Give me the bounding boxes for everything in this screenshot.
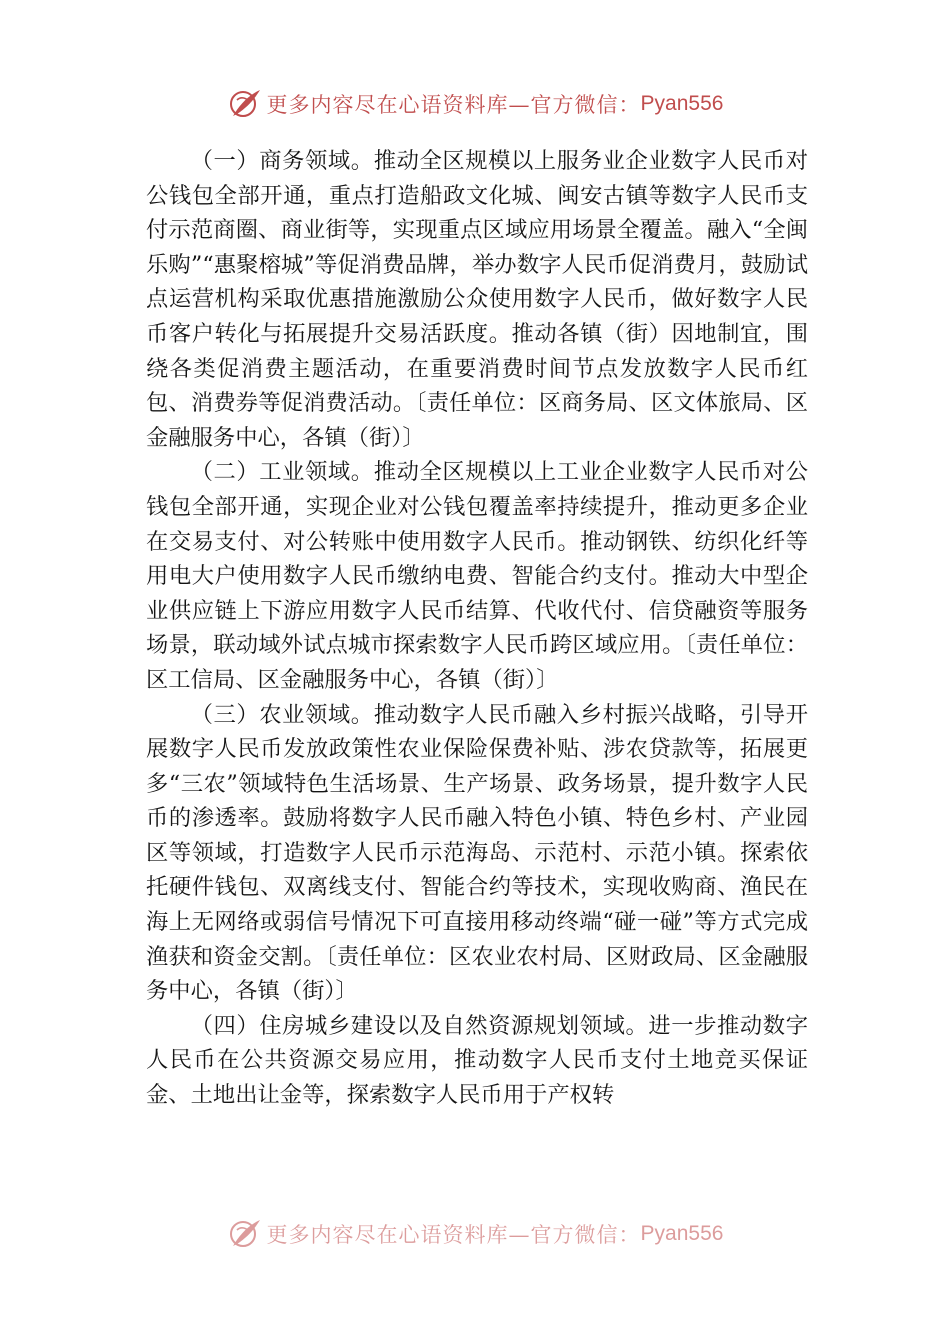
watermark-header	[0, 84, 950, 124]
quill-pen-icon	[227, 86, 263, 122]
paragraph-housing: （四）住房城乡建设以及自然资源规划领域。进一步推动数字人民币在公共资源交易应用，推动数字人民币支付土地竞买保证金、土地出让金等，探索数字人民币用于产权转	[146, 1012, 808, 1109]
watermark-text: 更多内容尽在心语资料库—官方微信：	[266, 93, 641, 117]
quill-pen-icon	[227, 1216, 263, 1252]
watermark-footer	[0, 1214, 950, 1254]
paragraph-agriculture: （三）农业领域。推动数字人民币融入乡村振兴战略，引导开展数字人民币发放政策性农业保险保费补贴、涉农贷款等，拓展更多“三农”领域特色生活场景、生产场景、政务场景，提升数字人民币的渗透率。鼓励将数字人民币融入特色小镇、特色乡村、产业园区等领域，打造数字人民币示范海岛、示范村、示范小镇。探索依托硬件钱包、双离线支付、智能合约等技术，实现收购商、渔民在海上无网络或弱信号情况下可直接用移动终端“碰一碰”等方式完成渔获和资金交割。〔责任单位：区农业农村局、区财政局、区金融服务中心，各镇（街）〕	[146, 701, 808, 1005]
watermark-wechat-id: Pyan556	[640, 1222, 724, 1245]
watermark-text: 更多内容尽在心语资料库—官方微信：	[266, 1223, 641, 1247]
watermark-wechat-id: Pyan556	[640, 92, 724, 115]
document-body	[146, 144, 808, 1113]
paragraph-industry: （二）工业领域。推动全区规模以上工业企业数字人民币对公钱包全部开通，实现企业对公钱包覆盖率持续提升，推动更多企业在交易支付、对公转账中使用数字人民币。推动钢铁、纺织化纤等用电大户使用数字人民币缴纳电费、智能合约支付。推动大中型企业供应链上下游应用数字人民币结算、代收代付、信贷融资等服务场景，联动域外试点城市探索数字人民币跨区域应用。〔责任单位：区工信局、区金融服务中心，各镇（街）〕	[146, 459, 808, 693]
paragraph-commerce: （一）商务领域。推动全区规模以上服务业企业数字人民币对公钱包全部开通，重点打造船政文化城、闽安古镇等数字人民币支付示范商圈、商业街等，实现重点区域应用场景全覆盖。融入“全闽乐购”“惠聚榕城”等促消费品牌，举办数字人民币促消费月，鼓励试点运营机构采取优惠措施激励公众使用数字人民币，做好数字人民币客户转化与拓展提升交易活跃度。推动各镇（街）因地制宜，围绕各类促消费主题活动，在重要消费时间节点发放数字人民币红包、消费券等促消费活动。〔责任单位：区商务局、区文体旅局、区金融服务中心，各镇（街）〕	[146, 148, 808, 451]
